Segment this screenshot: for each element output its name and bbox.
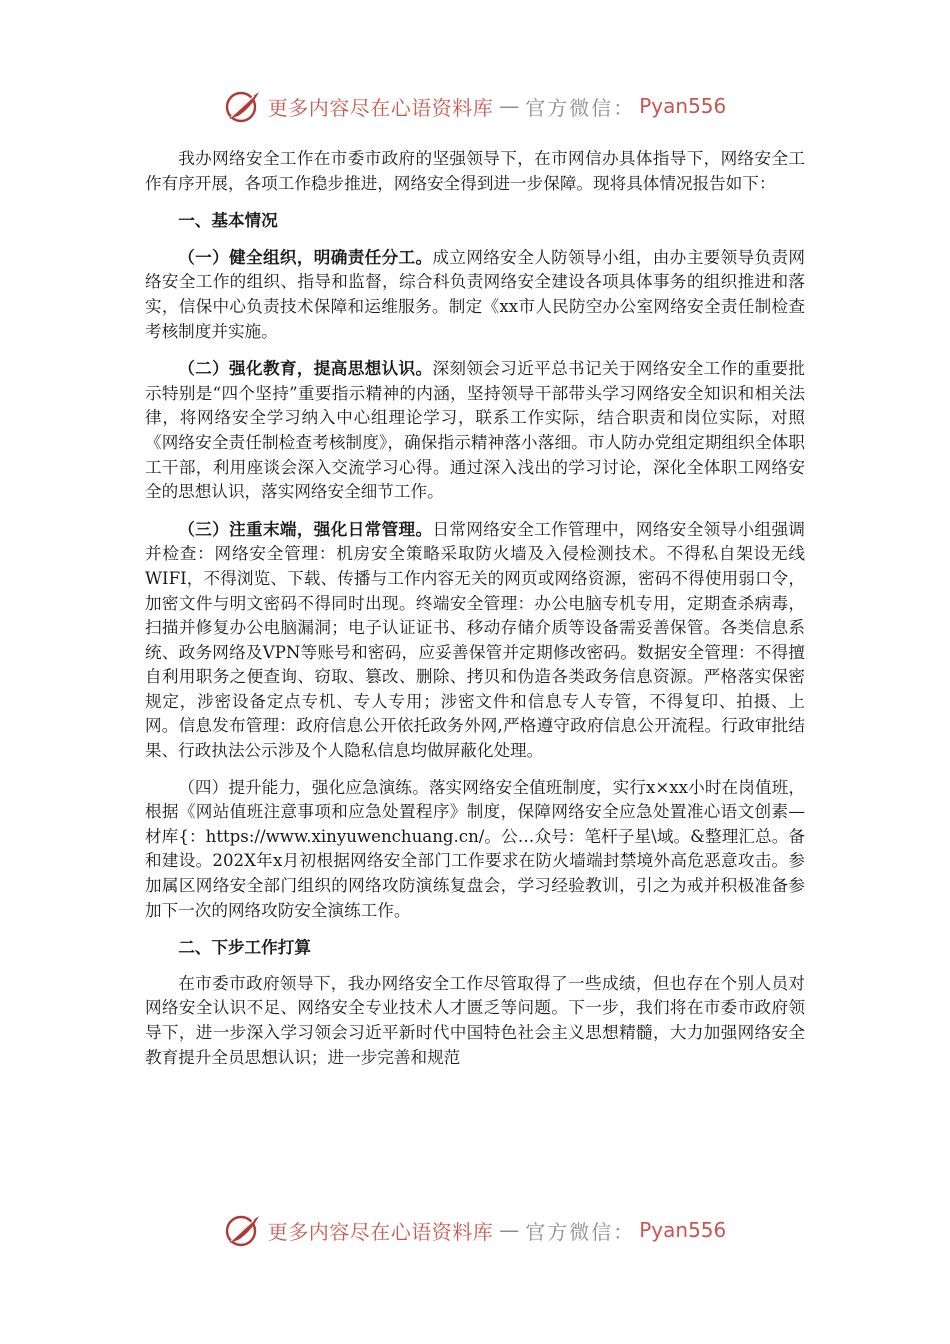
document-body <box>145 147 805 1082</box>
paragraph-education <box>145 356 805 505</box>
paragraph-body: 深刻领会习近平总书记关于网络安全工作的重要批示特别是“四个坚持”重要指示精神的内涵，坚持领导干部带头学习网络安全知识和相关法律，将网络安全学习纳入中心组理论学习，联系工作实际，结合职责和岗位实际，对照《网络安全责任制检查考核制度》，确保指示精神落小落细。市人防办党组定期组织全体职工干部，利用座谈会深入交流学习心得。通过深入浅出的学习讨论，深化全体职工网络安全的思想认识，落实网络安全细节工作。 <box>145 359 806 502</box>
watermark-wechat-id: Pyan556 <box>639 1218 727 1242</box>
paragraph-body: 成立网络安全人防领导小组，由办主要领导负责网络安全工作的组织、指导和监督，综合科负责网络安全建设各项具体事务的组织推进和落实，信保中心负责技术保障和运维服务。制定《xx市人民防空办公室网络安全责任制检查考核制度并实施。 <box>145 247 806 341</box>
intro-paragraph: 我办网络安全工作在市委市政府的坚强领导下，在市网信办具体指导下，网络安全工作有序开展，各项工作稳步推进，网络安全得到进一步保障。现将具体情况报告如下： <box>145 149 805 193</box>
watermark-separator: — <box>499 1218 520 1242</box>
watermark-wechat-label: 官方微信： <box>525 95 636 120</box>
paragraph-lead: （三）注重末端，强化日常管理。 <box>178 518 433 539</box>
watermark-site-text: 更多内容尽在心语资料库 <box>267 95 494 120</box>
watermark-site-text: 更多内容尽在心语资料库 <box>267 1219 494 1244</box>
header-watermark <box>0 84 950 128</box>
paragraph-management <box>145 517 805 764</box>
paragraph-next-steps: 在市委市政府领导下，我办网络安全工作尽管取得了一些成绩，但也存在个别人员对网络安全认识不足、网络安全专业技术人才匮乏等问题。下一步，我们将在市委市政府领导下，进一步深入学习领会习近平新时代中国特色社会主义思想精髓，大力加强网络安全教育提升全员思想认识；进一步完善和规范 <box>145 973 805 1067</box>
quill-logo-icon <box>224 1210 264 1250</box>
paragraph-body: 日常网络安全工作管理中，网络安全领导小组强调并检查：网络安全管理：机房安全策略采取防火墙及入侵检测技术。不得私自架设无线WIFI，不得浏览、下载、传播与工作内容无关的网页或网络资源，密码不得使用弱口令，加密文件与明文密码不得同时出现。终端安全管理：办公电脑专机专用，定期查杀病毒，扫描并修复办公电脑漏洞；电子认证证书、移动存储介质等设备需妥善保管。各类信息系统、政务网络及VPN等账号和密码，应妥善保管并定期修改密码。数据安全管理：不得擅自利用职务之便查询、窃取、篡改、删除、拷贝和伪造各类政务信息资源。严格落实保密规定，涉密设备定点专机、专人专用；涉密文件和信息专人专管，不得复印、拍摄、上网。信息发布管理：政府信息公开依托政务外网,严格遵守政府信息公开流程。行政审批结果、行政执法公示涉及个人隐私信息均做屏蔽化处理。 <box>145 519 806 761</box>
paragraph-organization <box>145 245 805 344</box>
footer-watermark <box>0 1208 950 1252</box>
watermark-wechat-id: Pyan556 <box>639 94 727 118</box>
paragraph-emergency: （四）提升能力，强化应急演练。落实网络安全值班制度，实行x×xx小时在岗值班，根据《网站值班注意事项和应急处置程序》制度，保障网络安全应急处置准心语文创素—材库{：https://www.xinyuwenchuang.cn/。公…众号：笔杆子星\域。&整理汇总。备和建设。202X年x月初根据网络安全部门工作要求在防火墙端封禁境外高危恶意攻击。参加属区网络安全部门组织的网络攻防演练复盘会，学习经验教训，引之为戒并积极准备参加下一次的网络攻防安全演练工作。 <box>145 777 805 920</box>
section-heading-next-steps: 二、下步工作打算 <box>178 937 311 958</box>
section-heading-basic: 一、基本情况 <box>178 210 278 231</box>
quill-logo-icon <box>224 86 264 126</box>
paragraph-lead: （二）强化教育，提高思想认识。 <box>178 358 433 379</box>
watermark-separator: — <box>499 94 520 118</box>
paragraph-lead: （一）健全组织，明确责任分工。 <box>178 246 433 267</box>
watermark-wechat-label: 官方微信： <box>525 1219 636 1244</box>
